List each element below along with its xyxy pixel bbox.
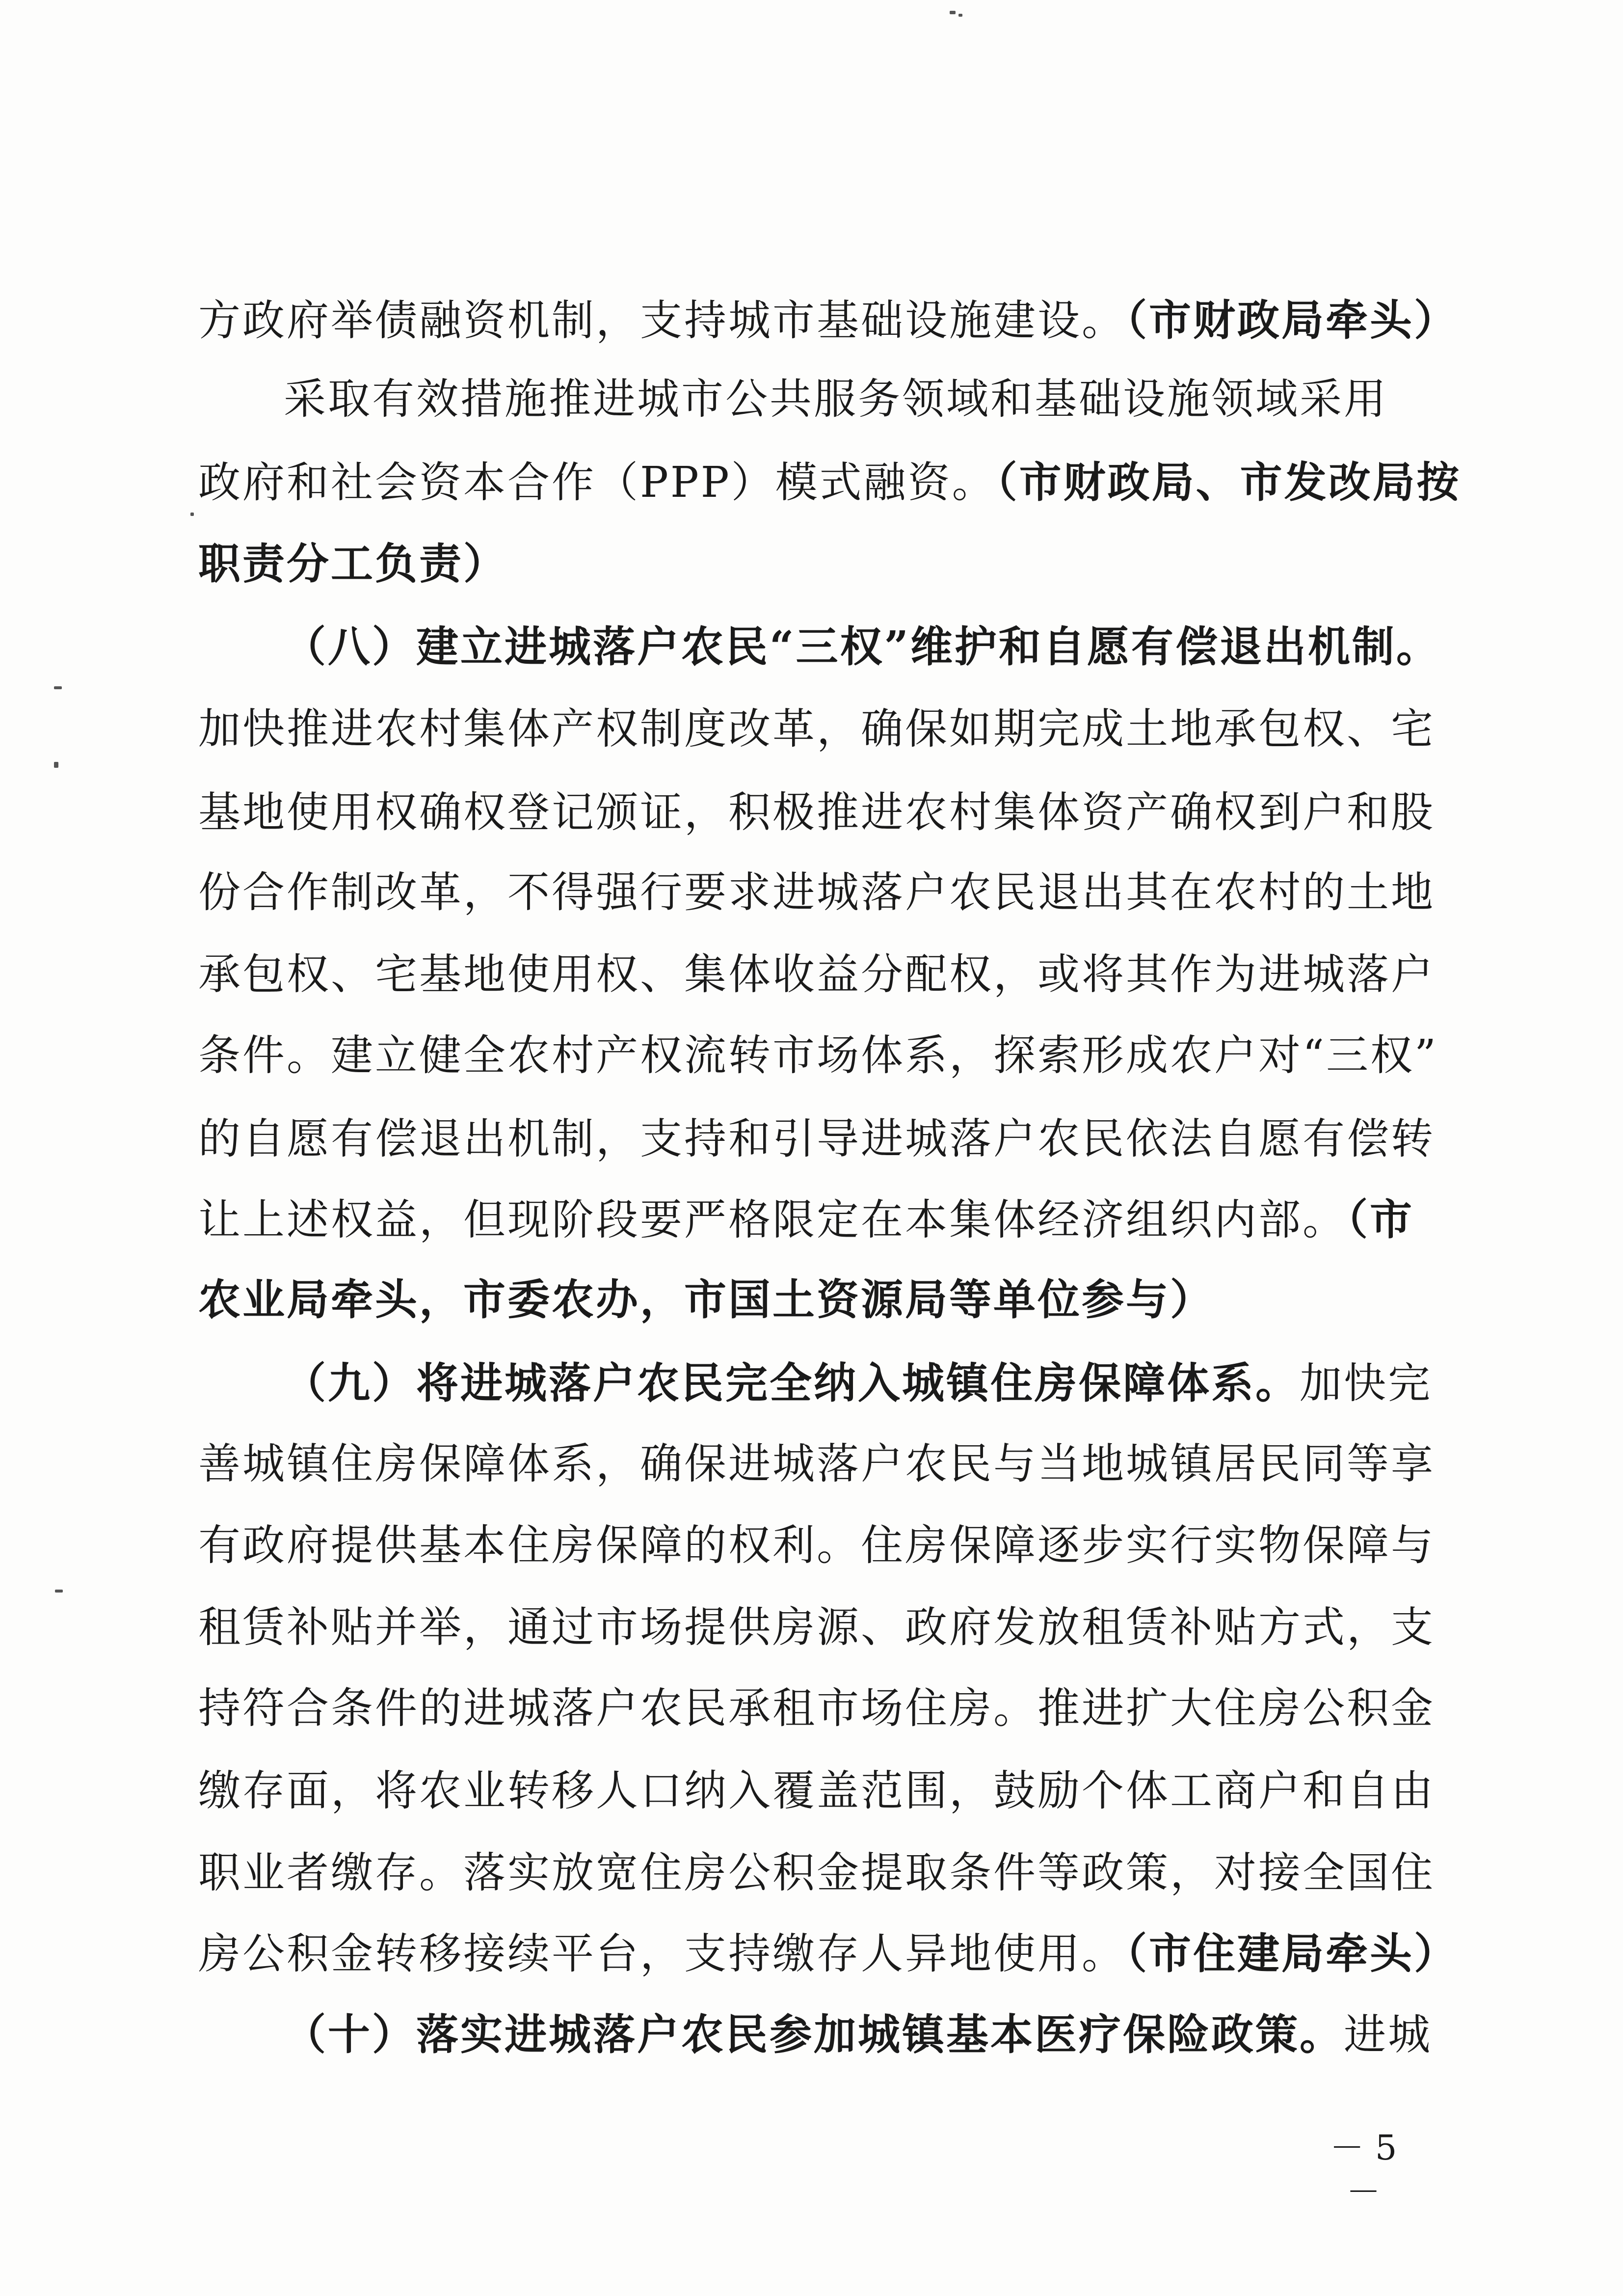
- text-line: [198, 938, 1435, 1011]
- line-text: 基地使用权确权登记颁证，积极推进农村集体资产确权到户和股: [198, 788, 1435, 837]
- text-line: [198, 1183, 1414, 1257]
- line-text-bold: （市: [1347, 1195, 1414, 1244]
- line-text: 加快完: [1300, 1359, 1432, 1408]
- text-line: [198, 856, 1435, 929]
- line-text: 份合作制改革，不得强行要求进城落户农民退出其在农村的土地: [198, 868, 1435, 917]
- line-text: 职业者缴存。落实放宽住房公积金提取条件等政策，对接全国住: [198, 1848, 1435, 1897]
- scan-speck: [950, 11, 956, 14]
- line-text-bold: （市财政局牵头）: [1126, 296, 1458, 345]
- line-text: 缴存面，将农业转移人口纳入覆盖范围，鼓励个体工商户和自由: [198, 1766, 1435, 1815]
- text-line: [198, 1427, 1435, 1501]
- line-text: 有政府提供基本住房保障的权利。住房保障逐步实行实物保障与: [198, 1521, 1435, 1570]
- text-line: [198, 776, 1435, 849]
- line-text-bold: 职责分工负责）: [198, 539, 507, 589]
- line-text-bold: （市住建局牵头）: [1126, 1929, 1458, 1978]
- text-line: [198, 284, 1458, 357]
- text-line: [198, 1509, 1435, 1582]
- line-text: 持符合条件的进城落户农民承租市场住房。推进扩大住房公积金: [198, 1684, 1435, 1733]
- scan-speck: [55, 1590, 63, 1593]
- text-line: [198, 1102, 1435, 1176]
- text-line: [198, 1836, 1435, 1910]
- text-line: [198, 1019, 1438, 1092]
- text-line: [198, 1917, 1458, 1991]
- line-text-bold: （九）将进城落户农民完全纳入城镇住房保障体系。: [284, 1358, 1300, 1408]
- line-text: 加快推进农村集体产权制度改革，确保如期完成土地承包权、宅: [198, 704, 1435, 754]
- text-line: [198, 527, 1406, 601]
- line-text: 进城: [1344, 2010, 1432, 2059]
- line-text-bold: （市财政局、市发改局按: [996, 458, 1461, 507]
- line-text: 善城镇住房保障体系，确保进城落户农民与当地城镇居民同等享: [198, 1439, 1435, 1488]
- text-line: [198, 692, 1435, 766]
- line-text: 承包权、宅基地使用权、集体收益分配权，或将其作为进城落户: [198, 950, 1435, 999]
- section-heading: [284, 610, 1440, 684]
- section-heading: [284, 1998, 1432, 2072]
- line-text-bold: 农业局牵头，市委农办，市国土资源局等单位参与）: [198, 1275, 1214, 1324]
- text-line: [198, 1591, 1435, 1664]
- line-text: 采取有效措施推进城市公共服务领域和基础设施领域采用: [284, 375, 1388, 424]
- text-line: [198, 1672, 1435, 1745]
- line-text: 租赁补贴并举，通过市场提供房源、政府发放租赁补贴方式，支: [198, 1603, 1435, 1652]
- scan-speck: [958, 14, 962, 17]
- line-text: 方政府举债融资机制，支持城市基础设施建设。: [198, 296, 1126, 345]
- page-number: － 5 －: [1330, 2128, 1397, 2212]
- line-text-bold: （十）落实进城落户农民参加城镇基本医疗保险政策。: [284, 2010, 1344, 2059]
- line-text: 条件。建立健全农村产权流转市场体系，探索形成农户对“三权”: [198, 1031, 1438, 1080]
- line-text-bold: （八）建立进城落户农民“三权”维护和自愿有偿退出机制。: [284, 622, 1440, 672]
- scan-speck: [190, 513, 194, 516]
- scan-speck: [54, 762, 58, 768]
- line-text: 的自愿有偿退出机制，支持和引导进城落户农民依法自愿有偿转: [198, 1114, 1435, 1163]
- text-line: [198, 1263, 1406, 1337]
- scan-speck: [54, 686, 62, 689]
- line-text: 让上述权益，但现阶段要严格限定在本集体经济组织内部。: [198, 1195, 1347, 1244]
- section-heading: [284, 1347, 1432, 1420]
- text-line: [284, 362, 1406, 436]
- line-text: 政府和社会资本合作（PPP）模式融资。: [198, 458, 996, 507]
- text-line: [198, 1754, 1435, 1828]
- text-line: [198, 446, 1461, 519]
- line-text: 房公积金转移接续平台，支持缴存人异地使用。: [198, 1929, 1126, 1978]
